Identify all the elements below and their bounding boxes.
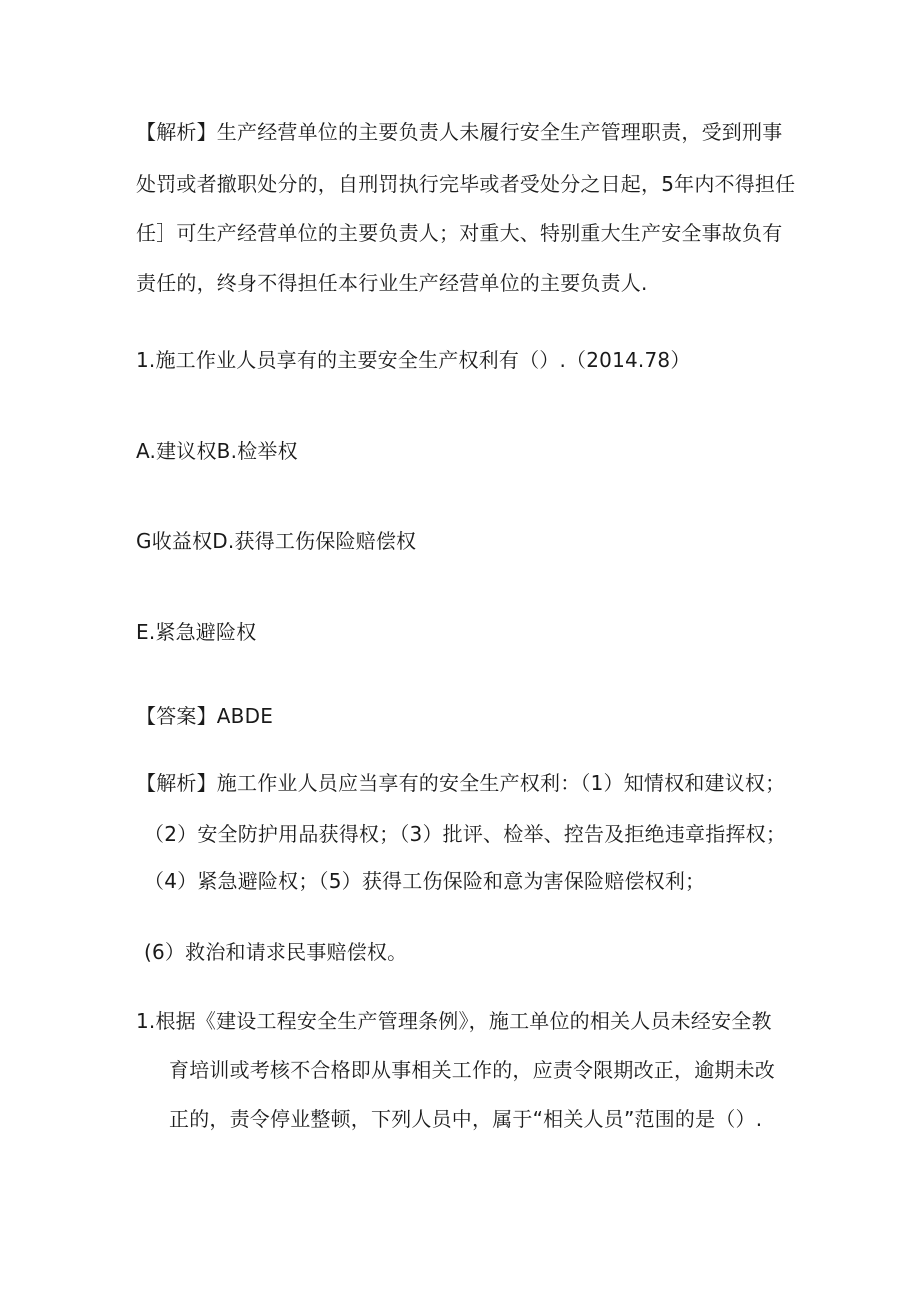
analysis-line: （4）紧急避险权；（5）获得工伤保险和意为害保险赔偿权利； — [144, 869, 706, 893]
question-stem: 1.施工作业人员享有的主要安全生产权利有（）.（2014.78） — [136, 348, 691, 372]
analysis-line: 处罚或者撤职处分的，自刑罚执行完毕或者受处分之日起，5年内不得担任 — [136, 172, 796, 196]
question-stem-continued: 正的，责令停业整顿，下列人员中，属于“相关人员”范围的是（）. — [169, 1107, 763, 1131]
analysis-line: （2）安全防护用品获得权；（3）批评、检举、控告及拒绝违章指挥权； — [144, 822, 787, 846]
answer-line: 【答案】ABDE — [136, 704, 274, 728]
analysis-line: 【解析】施工作业人员应当享有的安全生产权利：（1）知情权和建议权； — [136, 771, 786, 795]
question-stem: 1.根据《建设工程安全生产管理条例》，施工单位的相关人员未经安全教 — [136, 1009, 772, 1033]
analysis-line: 【解析】生产经营单位的主要负责人未履行安全生产管理职责，受到刑事 — [136, 120, 783, 144]
analysis-line: (6）救治和请求民事赔偿权。 — [144, 940, 408, 964]
analysis-line: 任］可生产经营单位的主要负责人；对重大、特别重大生产安全事故负有 — [136, 221, 783, 245]
question-stem-continued: 育培训或考核不合格即从事相关工作的，应责令限期改正，逾期未改 — [169, 1058, 775, 1082]
option-line: A.建议权B.检举权 — [136, 439, 298, 463]
option-line: G收益权D.获得工伤保险赔偿权 — [136, 529, 417, 553]
option-line: E.紧急避险权 — [136, 620, 257, 644]
analysis-line: 责任的，终身不得担任本行业生产经营单位的主要负责人. — [136, 271, 648, 295]
